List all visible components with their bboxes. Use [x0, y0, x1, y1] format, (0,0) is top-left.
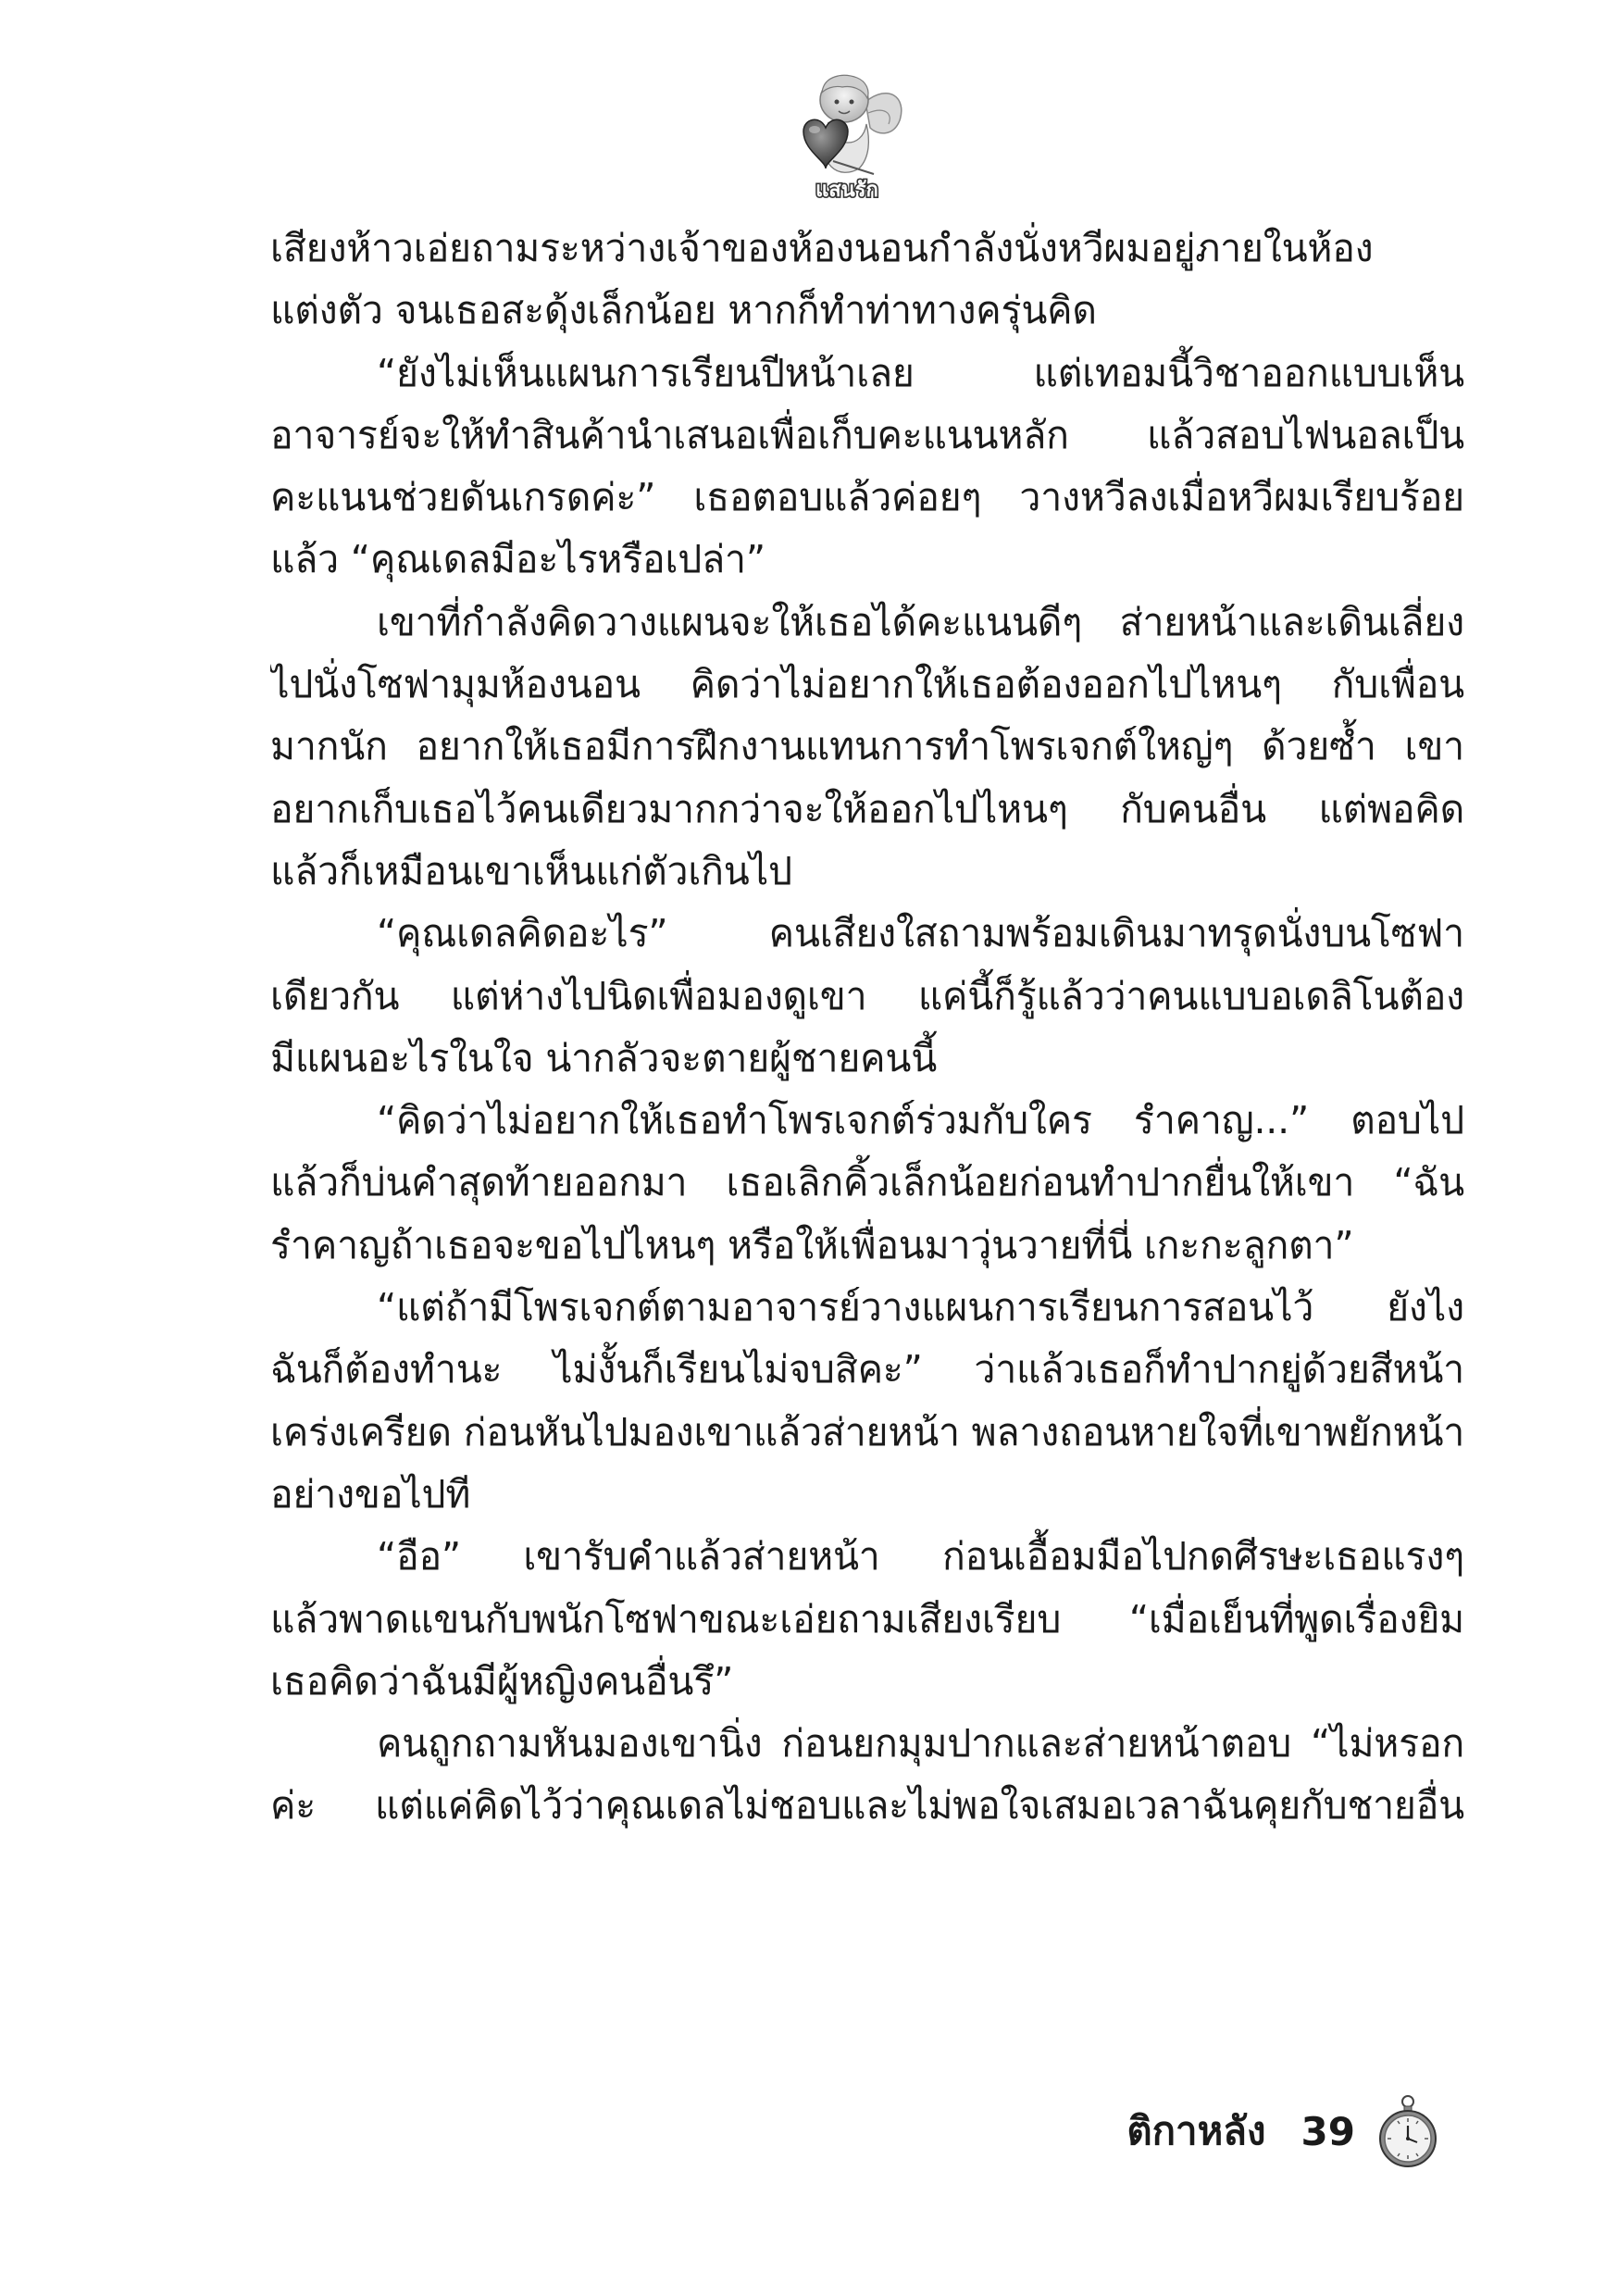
text-line: อย่างขอไปที	[270, 1471, 471, 1516]
text-line: คนถูกถามหันมองเขานิ่ง ก่อนยกมุมปากและส่ายหน้าตอบ “ไม่หรอก	[377, 1721, 1464, 1766]
paragraph	[270, 592, 1464, 903]
page-footer	[1126, 2094, 1442, 2168]
text-line: “ยังไม่เห็นแผนการเรียนปีหน้าเลย แต่เทอมนี้วิชาออกแบบเห็น	[377, 350, 1464, 395]
cupid-heart-icon	[778, 65, 916, 204]
text-line: อยากเก็บเธอไว้คนเดียวมากกว่าจะให้ออกไปไหนๆ กับคนอื่น แต่พอคิด	[270, 786, 1464, 831]
paragraph	[270, 903, 1464, 1090]
text-line: มีแผนอะไรในใจ น่ากลัวจะตายผู้ชายคนนี้	[270, 1035, 938, 1080]
text-line: เคร่งเครียด ก่อนหันไปมองเขาแล้วส่ายหน้า พลางถอนหายใจที่เขาพยักหน้า	[270, 1409, 1464, 1454]
paragraph	[270, 1277, 1464, 1526]
text-line: แล้วก็บ่นคำสุดท้ายออกมา เธอเลิกคิ้วเล็กน้อยก่อนทำปากยื่นให้เขา “ฉัน	[270, 1160, 1464, 1205]
book-title: ติกาหลัง	[1126, 2108, 1266, 2153]
text-line: ค่ะ แต่แค่คิดไว้ว่าคุณเดลไม่ชอบและไม่พอใจเสมอเวลาฉันคุยกับชายอื่น	[270, 1783, 1464, 1828]
text-line: “คิดว่าไม่อยากให้เธอทำโพรเจกต์ร่วมกับใคร รำคาญ...” ตอบไป	[377, 1098, 1464, 1143]
text-line: “คุณเดลคิดอะไร” คนเสียงใสถามพร้อมเดินมาทรุดนั่งบนโซฟา	[377, 911, 1464, 956]
text-line: ฉันก็ต้องทำนะ ไม่งั้นก็เรียนไม่จบสิคะ” ว่าแล้วเธอก็ทำปากยู่ด้วยสีหน้า	[270, 1347, 1464, 1392]
text-line: แล้ว “คุณเดลมีอะไรหรือเปล่า”	[270, 537, 765, 582]
page-number: 39	[1301, 2108, 1355, 2154]
text-line: “อือ” เขารับคำแล้วส่ายหน้า ก่อนเอื้อมมือไปกดศีรษะเธอแรงๆ	[377, 1534, 1464, 1579]
paragraph	[270, 1713, 1464, 1838]
text-line: รำคาญถ้าเธอจะขอไปไหนๆ หรือให้เพื่อนมาวุ่นวายที่นี่ เกะกะลูกตา”	[270, 1222, 1354, 1267]
publisher-logo	[778, 65, 916, 204]
text-line: คะแนนช่วยดันเกรดค่ะ” เธอตอบแล้วค่อยๆ วางหวีลงเมื่อหวีผมเรียบร้อย	[270, 475, 1464, 520]
pocket-watch-icon	[1374, 2094, 1442, 2168]
text-line: แล้วก็เหมือนเขาเห็นแก่ตัวเกินไป	[270, 848, 792, 893]
text-line: เขาที่กำลังคิดวางแผนจะให้เธอได้คะแนนดีๆ ส่ายหน้าและเดินเลี่ยง	[377, 599, 1464, 644]
text-line: “แต่ถ้ามีโพรเจกต์ตามอาจารย์วางแผนการเรียนการสอนไว้ ยังไง	[377, 1285, 1464, 1330]
paragraph	[270, 343, 1464, 592]
text-line: แล้วพาดแขนกับพนักโซฟาขณะเอ่ยถามเสียงเรียบ “เมื่อเย็นที่พูดเรื่องยิม	[270, 1596, 1464, 1641]
paragraph	[270, 1526, 1464, 1713]
logo-text: แสนรัก	[815, 179, 878, 202]
text-line: เดียวกัน แต่ห่างไปนิดเพื่อมองดูเขา แค่นี้ก็รู้แล้วว่าคนแบบอเดลิโนต้อง	[270, 973, 1464, 1018]
paragraph	[270, 1090, 1464, 1277]
text-line: มากนัก อยากให้เธอมีการฝึกงานแทนการทำโพรเจกต์ใหญ่ๆ ด้วยซ้ำ เขา	[270, 724, 1464, 769]
text-line: เธอคิดว่าฉันมีผู้หญิงคนอื่นรึ”	[270, 1658, 734, 1703]
text-line: อาจารย์จะให้ทำสินค้านำเสนอเพื่อเก็บคะแนนหลัก แล้วสอบไฟนอลเป็น	[270, 412, 1464, 457]
text-line: แต่งตัว จนเธอสะดุ้งเล็กน้อย หากก็ทำท่าทางครุ่นคิด	[270, 288, 1097, 333]
text-line: เสียงห้าวเอ่ยถามระหว่างเจ้าของห้องนอนกำลังนั่งหวีผมอยู่ภายในห้อง	[270, 226, 1374, 270]
text-line: ไปนั่งโซฟามุมห้องนอน คิดว่าไม่อยากให้เธอต้องออกไปไหนๆ กับเพื่อน	[270, 662, 1464, 707]
paragraph	[270, 218, 1464, 343]
body-text	[270, 218, 1464, 1838]
